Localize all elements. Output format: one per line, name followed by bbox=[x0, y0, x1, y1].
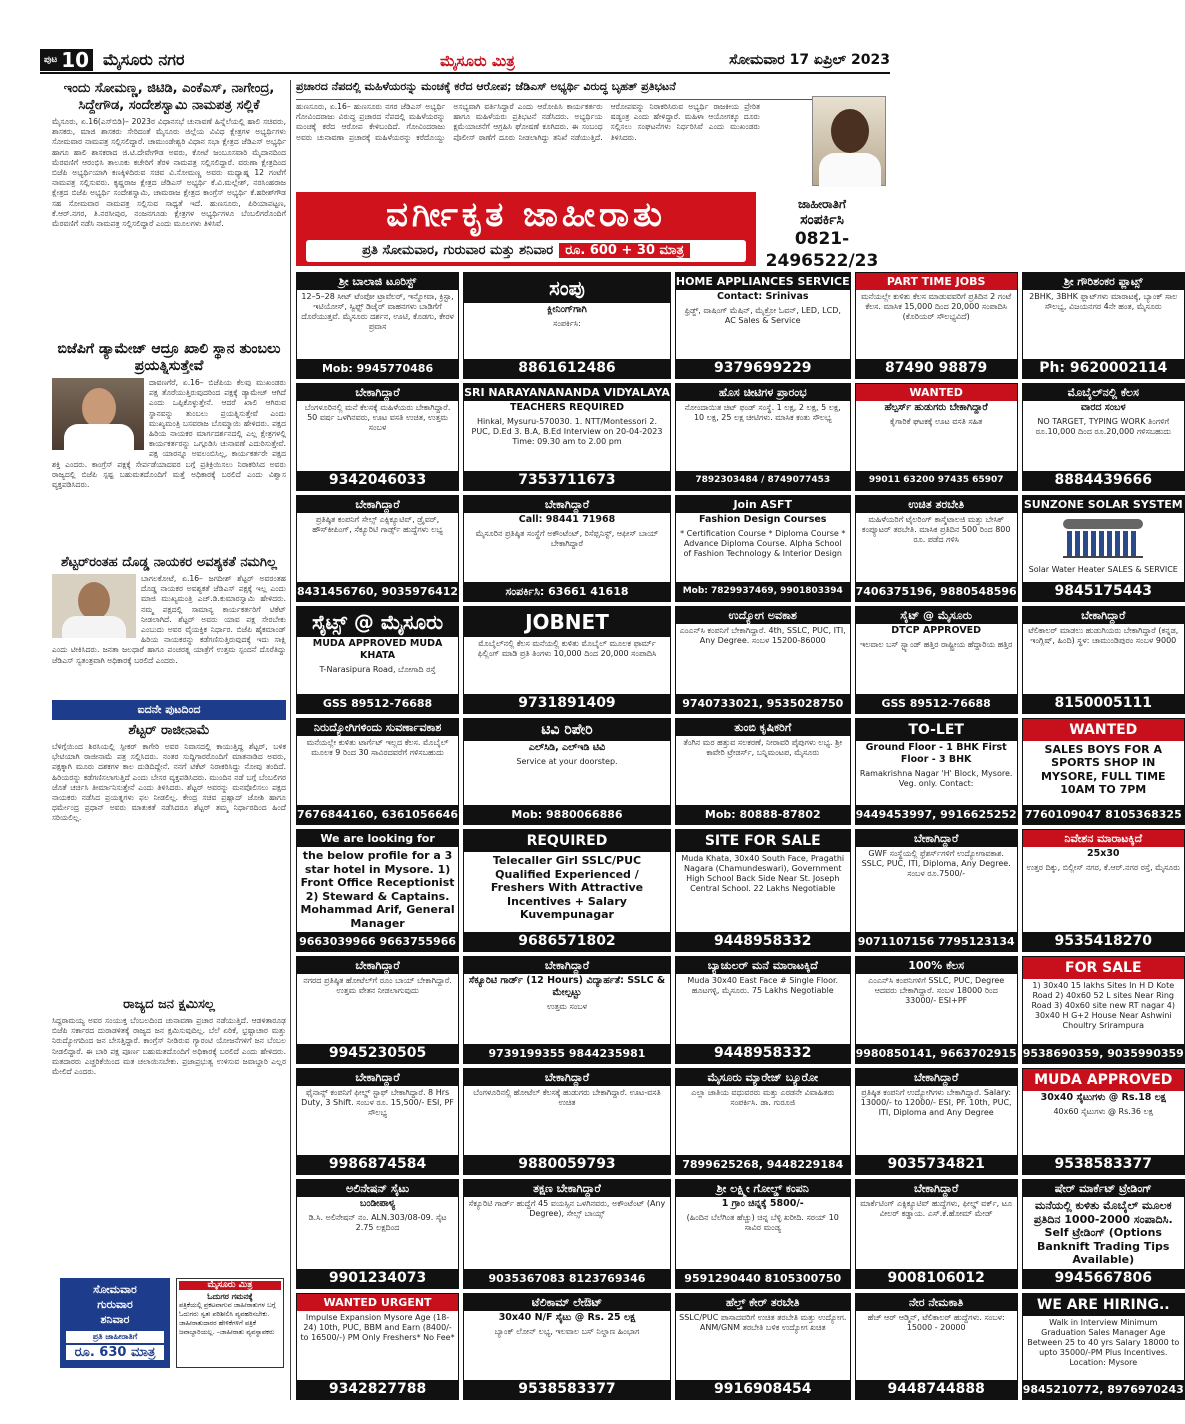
ad-title: WE ARE HIRING.. bbox=[1023, 1294, 1184, 1316]
ad-title: JOBNET bbox=[464, 607, 670, 637]
ad-phone: 9901234073 bbox=[297, 1269, 458, 1288]
promo-day-1: ಸೋಮವಾರ bbox=[93, 1283, 137, 1296]
ad-title: SITE FOR SALE bbox=[676, 830, 850, 852]
classified-ad bbox=[855, 383, 1018, 490]
ad-phone: 9986874584 bbox=[297, 1155, 458, 1174]
ad-phone: 8150005111 bbox=[1023, 694, 1184, 713]
classified-ad bbox=[855, 1179, 1018, 1289]
ad-title: SRI NARAYANANANDA VIDYALAYA bbox=[464, 386, 670, 400]
left-news-column bbox=[52, 80, 286, 1400]
classified-ad bbox=[463, 495, 671, 602]
classified-ad bbox=[675, 829, 851, 952]
ad-phone: 9538583377 bbox=[1023, 1155, 1184, 1174]
ad-title: ಶ್ರೀ ಲಕ್ಷ್ಮೀ ಗೋಲ್ಡ್ ಕಂಪನಿ bbox=[676, 1180, 850, 1197]
classified-ad bbox=[296, 383, 459, 490]
ad-phone: 7406375196, 9880548596 bbox=[856, 582, 1017, 601]
ad-title: WANTED bbox=[1023, 719, 1184, 741]
ad-phone: 7892303484 / 8749077453 bbox=[676, 471, 850, 490]
ad-phone: Mob: 9880066886 bbox=[464, 805, 670, 824]
ad-phone: 9342046033 bbox=[297, 471, 458, 490]
contact-phone: 0821-2496522/23 bbox=[765, 229, 879, 271]
ad-title: MUDA APPROVED bbox=[1023, 1069, 1184, 1091]
ad-subtitle: ಸೆಕ್ಯೂರಿಟಿ ಗಾರ್ಡ್ (12 Hours) ವಿದ್ಯಾರ್ಹತೆ: SSLC & ಮೇಲ್ಪಟ್ಟು bbox=[468, 975, 666, 999]
ad-title: ತುಂಬಿ ಕೃಷಿಕರಿಗೆ bbox=[676, 719, 850, 736]
ad-phone: GSS 89512-76688 bbox=[856, 694, 1017, 713]
ad-phone: GSS 89512-76688 bbox=[297, 694, 458, 713]
headline-people-wont-forgive: ರಾಜ್ಯದ ಜನ ಕ್ಷಮಿಸಲ್ಲ bbox=[123, 997, 215, 1012]
ad-title: PART TIME JOBS bbox=[856, 273, 1017, 290]
ad-title: TO-LET bbox=[856, 719, 1017, 741]
ad-body: ಟೆಲಿಕಾಲರ್ ಮಾಡಲು ಹುಡುಗಿಯರು ಬೇಕಾಗಿದ್ದಾರೆ (ಕನ್ನಡ, ಇಂಗ್ಲಿಷ್, ಹಿಂದಿ) ಸ್ಥಳ: ಚಾಮುಂಡಿಪುರಂ ಸಂಬಳ 9000 bbox=[1028, 626, 1179, 646]
classified-ad bbox=[675, 1293, 851, 1400]
ad-body: Ramakrishna Nagar 'H' Block, Mysore. Veg. only. Contact: bbox=[859, 768, 1013, 788]
ad-body: ನೋಂದಾಯಿತ ಚಿಟ್ ಫಂಡ್ ಸಂಸ್ಥೆ. 1 ಲಕ್ಷ, 2 ಲಕ್ಷ, 5 ಲಕ್ಷ, 10 ಲಕ್ಷ, 25 ಲಕ್ಷ ಚೀಟಿಗಳು. ಮಾಸಿಕ ಕಂತು ಸೌಲಭ್ಯ bbox=[684, 403, 841, 423]
promo-price: ರೂ. 630 ಮಾತ್ರ bbox=[66, 1345, 164, 1360]
ad-phone: 9739199355 9844235981 bbox=[464, 1044, 670, 1063]
ad-body: ಸಂಪರ್ಕಿಸಿ: bbox=[553, 319, 581, 328]
solar-heater-icon bbox=[1023, 513, 1184, 563]
ad-body: SSLC/PUC ಪಾಸಾದವರಿಗೆ ಉಚಿತ ತರಬೇತಿ ಮತ್ತು ಉದ್ಯೋಗ. ANM/GNM ತರಬೇತಿ ಬಳಿಕ ಉದ್ಯೋಗ ಖಚಿತ bbox=[679, 1312, 847, 1332]
ad-title: ಉಚಿತ ತರಬೇತಿ bbox=[856, 496, 1017, 513]
classified-ad bbox=[855, 272, 1018, 379]
ad-phone: 8861612486 bbox=[464, 359, 670, 378]
candidate-photo bbox=[812, 96, 886, 186]
ad-phone: 8431456760, 9035976412 bbox=[297, 582, 458, 601]
ad-phone: 9448744888 bbox=[856, 1380, 1017, 1399]
classified-ad bbox=[855, 1293, 1018, 1400]
notice-text: ಪತ್ರಿಕೆಯಲ್ಲಿ ಪ್ರಕಟವಾಗುವ ಜಾಹೀರಾತುಗಳ ಬಗ್ಗೆ ಓದುಗರು ಸ್ವತಃ ಪರಿಶೀಲಿಸಿ ವ್ಯವಹರಿಸಬೇಕು. ಜಾಹೀರಾತುದಾರರ ಹೇಳಿಕೆಗಳಿಗೆ ಪತ್ರಿಕೆ ಜವಾಬ್ದಾರಿಯಲ್ಲ. –ಜಾಹೀರಾತು ವ್ಯವಸ್ಥಾಪಕರು bbox=[179, 1301, 276, 1336]
ad-title: HOME APPLIANCES SERVICE bbox=[675, 275, 850, 288]
ad-body: ಫೈನಾನ್ಸ್ ಕಂಪನಿಗೆ ಫೀಲ್ಡ್ ಸ್ಟಾಫ್ ಬೇಕಾಗಿದ್ದಾರೆ. 8 Hrs Duty, 3 Shift. ಸಂಬಳ ರೂ. 15,500/- ESI, PF ಸೌಲಭ್ಯ bbox=[301, 1087, 454, 1117]
ad-phone: 9845210772, 8976970243 bbox=[1023, 1380, 1184, 1399]
ad-title: ಸಂಪು bbox=[464, 273, 670, 303]
ad-phone: 9535418270 bbox=[1023, 932, 1184, 951]
classified-ad bbox=[296, 1179, 459, 1289]
ad-phone: 9379699229 bbox=[676, 359, 850, 378]
ad-phone: 9591290440 8105300750 bbox=[676, 1269, 850, 1288]
ad-phone: 9945230505 bbox=[297, 1044, 458, 1063]
ad-phone: 9035367083 8123769346 bbox=[464, 1269, 670, 1288]
classified-ad bbox=[463, 272, 671, 379]
ad-phone: 87490 98879 bbox=[856, 359, 1017, 378]
classified-ad bbox=[463, 606, 671, 713]
ad-subtitle: ಕ್ಲೀನಿಂಗ್‌ಗಾಗಿ bbox=[547, 304, 587, 315]
ad-title: ಬ್ಯಾಚುಲರ್ ಮನೆ ಮಾರಾಟಕ್ಕಿದೆ bbox=[676, 957, 850, 974]
ad-phone: 9980850141, 9663702915 bbox=[856, 1044, 1017, 1063]
classified-ad bbox=[1022, 956, 1185, 1063]
ad-title: ತಕ್ಷಣ ಬೇಕಾಗಿದ್ದಾರೆ bbox=[464, 1180, 670, 1197]
ad-phone: 9845175443 bbox=[1023, 582, 1184, 601]
ad-body: ಪ್ರತಿಷ್ಠಿತ ಕಂಪನಿಗೆ ಸೇಲ್ಸ್ ಎಕ್ಸಿಕ್ಯೂಟಿವ್, ಡ್ರೈವರ್, ಹೌಸ್‌ಕೀಪಿಂಗ್, ಸೆಕ್ಯೂರಿಟಿ ಗಾರ್ಡ್ಸ್ ಹುದ್ದೆಗಳು ಲಭ್ಯ bbox=[312, 514, 443, 534]
ad-title: Join ASFT bbox=[676, 496, 850, 513]
ad-phone: 9740733021, 9535028750 bbox=[676, 694, 850, 713]
ad-phone: 9731891409 bbox=[464, 694, 670, 713]
page-header bbox=[40, 48, 890, 74]
ad-body: ಮೈಸೂರಿನ ಪ್ರತಿಷ್ಠಿತ ಸಂಸ್ಥೆಗೆ ಅಕೌಂಟೆಂಟ್, ರಿಸೆಪ್ಷನಿಸ್ಟ್, ಆಫೀಸ್ ಬಾಯ್ ಬೇಕಾಗಿದ್ದಾರೆ bbox=[475, 528, 659, 548]
classified-ad bbox=[855, 606, 1018, 713]
ad-phone: 9448958332 bbox=[676, 932, 850, 951]
classified-ad bbox=[296, 956, 459, 1063]
ad-body: T-Narasipura Road, ಬೋಗಾದಿ ರಸ್ತೆ bbox=[319, 665, 436, 675]
ad-subtitle: Contact: Srinivas bbox=[716, 291, 809, 302]
ad-body: ಉತ್ತರ ದಿಕ್ಕು, ಬಿಲ್ಲೀಸ್ ನಗರ, ಕೆ.ಆರ್.ನಗರ ರಸ್ತೆ, ಮೈಸೂರು bbox=[1026, 863, 1181, 873]
ad-subtitle: 30x40 N/F ಸೈಟು @ Rs. 25 ಲಕ್ಷ bbox=[498, 1311, 636, 1323]
ad-body: ಎಲ್ಲಾ ಜಾತಿಯ ವಧುವರರು ಮತ್ತು ಎರಡನೇ ವಿವಾಹಿತರು ಸಂಪರ್ಕಿಸಿ. ಡಾ. ಗುರೂಜಿ bbox=[691, 1087, 835, 1107]
classified-ad bbox=[675, 383, 851, 490]
ad-phone: 9008106012 bbox=[856, 1269, 1017, 1288]
politician-photo bbox=[52, 378, 144, 450]
promo-day-3: ಶನಿವಾರ bbox=[100, 1313, 130, 1326]
ad-title: ನಿರುದ್ಯೋಗಿಗಳಿಂದು ಸುವರ್ಣಾವಕಾಶ bbox=[297, 719, 458, 736]
ad-phone: 9035734821 bbox=[856, 1155, 1017, 1174]
classified-ad bbox=[855, 829, 1018, 952]
ad-title: ಬೇಕಾಗಿದ್ದಾರೆ bbox=[464, 957, 670, 974]
ad-phone: 9663039966 9663755966 bbox=[297, 932, 458, 951]
continued-band: ಐದನೇ ಪುಟದಿಂದ bbox=[52, 700, 286, 720]
ad-title: ಬೇಕಾಗಿದ್ದಾರೆ bbox=[856, 830, 1017, 847]
classified-ad bbox=[675, 1068, 851, 1175]
classified-ad bbox=[855, 1068, 1018, 1175]
ad-subtitle: Fashion Design Courses bbox=[699, 513, 827, 525]
classified-ad bbox=[1022, 272, 1185, 379]
classified-ad bbox=[463, 1179, 671, 1289]
ad-phone: 9916908454 bbox=[676, 1380, 850, 1399]
ad-body: ತೆಂಗಿನ ಮರ ಹತ್ತುವ ಸಲಕರಣೆ, ನೀರಾವರಿ ಪೈಪುಗಳು ಲಭ್ಯ. ಶ್ರೀ ಕಾವೇರಿ ಟ್ರೇಡರ್ಸ್, ಬನ್ನಿಮಂಟಪ, ಮೈಸೂರು bbox=[683, 737, 843, 757]
ad-body: ಎಂಎನ್‌ಸಿ ಕಂಪನಿಗಳಿಗೆ SSLC, PUC, Degree ಆದವರು ಬೇಕಾಗಿದ್ದಾರೆ. ಸಂಬಳ 18000 ರಿಂದ 33000/- ESI+PF bbox=[868, 976, 1005, 1006]
classifieds-banner bbox=[296, 192, 756, 266]
ad-title: ಬೇಕಾಗಿದ್ದಾರೆ bbox=[297, 957, 458, 974]
ad-body: ಮನೆಯಲ್ಲಿ ಕುಳಿತು ಮೊಬೈಲ್ ಮೂಲಕ ಪ್ರತಿದಿನ 1000-2000 ಸಂಪಾದಿಸಿ. Self ಟ್ರೇಡಿಂಗ್ (Options Banknift Trading Tips Available) bbox=[1033, 1199, 1173, 1267]
ad-subtitle: TEACHERS REQUIRED bbox=[509, 402, 624, 414]
ad-body: Service at your doorstep. bbox=[516, 756, 618, 766]
ad-phone: 9945667806 bbox=[1023, 1269, 1184, 1288]
ad-body: ಉತ್ತಮ ಸಂಬಳ bbox=[546, 1002, 587, 1012]
masthead: ಮೈಸೂರು ಮಿತ್ರ bbox=[440, 52, 515, 70]
ad-title: ಸೈಟ್ @ ಮೈಸೂರು bbox=[856, 607, 1017, 624]
classified-ads-grid bbox=[296, 272, 1184, 1400]
ad-title: ಬೇಕಾಗಿದ್ದಾರೆ bbox=[297, 496, 458, 513]
ad-body: ಮಾರ್ಕೆಟಿಂಗ್ ಎಕ್ಸಿಕ್ಯೂಟಿವ್ ಹುದ್ದೆಗಳು, ಫೀಲ್ಡ್ ವರ್ಕ್, ಟೂ ವೀಲರ್ ಕಡ್ಡಾಯ. ಎಸ್.ಕೆ.ಹೋಮ್ ಮೇಡ್ bbox=[860, 1199, 1013, 1219]
promo-per-ad: ಪ್ರತಿ ಜಾಹೀರಾತಿಗೆ bbox=[66, 1331, 164, 1343]
ad-phone: Mob: 9945770486 bbox=[297, 359, 458, 378]
ad-title: ಉದ್ಯೋಗ ಅವಕಾಶ bbox=[676, 607, 850, 624]
ad-body: ಫ್ರಿಡ್ಜ್, ವಾಷಿಂಗ್ ಮೆಷಿನ್, ಮೈಕ್ರೋ ಓವನ್, LED, LCD, AC Sales & Service bbox=[684, 306, 841, 325]
ad-body: ಬೆಂಗಳೂರಿನಲ್ಲಿ ಹೋಟೆಲ್ ಕೆಲಸಕ್ಕೆ ಹುಡುಗರು ಬೇಕಾಗಿದ್ದಾರೆ. ಊಟ-ವಸತಿ ಉಚಿತ bbox=[473, 1087, 661, 1107]
ad-subtitle: ಎಲ್‌ಸಿಡಿ, ಎಲ್‌ಇಡಿ ಟಿವಿ bbox=[528, 741, 606, 753]
ad-phone: 9448958332 bbox=[676, 1044, 850, 1063]
ad-subtitle: 30x40 ಸೈಟುಗಳು @ Rs.18 ಲಕ್ಷ bbox=[1040, 1091, 1166, 1103]
contact-line-2: ಸಂಪರ್ಕಿಸಿ bbox=[800, 212, 844, 228]
ad-body: GWF ಸಂಸ್ಥೆಯಲ್ಲಿ ಫ್ರೆಶರ್ಸ್‌ಗಳಿಗೆ ಉದ್ಯೋಗಾವಕಾಶ. SSLC, PUC, ITI, Diploma, Any Degree. ಸಂಬಳ ರೂ.7500/- bbox=[861, 849, 1011, 879]
ad-title: ಹೊಸ ಚೀಟಿಗಳ ಪ್ರಾರಂಭ bbox=[676, 384, 850, 401]
ad-subtitle: MUDA APPROVED MUDA KHATA bbox=[312, 638, 443, 662]
classifieds-title: ವರ್ಗೀಕೃತ ಜಾಹೀರಾತು bbox=[386, 195, 666, 235]
classified-ad bbox=[296, 1068, 459, 1175]
ad-body: ಮಹಿಳೆಯರಿಗೆ ಟೈಲರಿಂಗ್ ಕಾಸ್ಮೆಟಾಲಜಿ ಮತ್ತು ಬೇಸಿಕ್ ಕಂಪ್ಯೂಟರ್ ತರಬೇತಿ. ಮಾಸಿಕ ಪ್ರತಿದಿನ 500 ರಿಂದ 800 ರೂ. ಪಡೆದ ಗಳಿಸಿ bbox=[861, 514, 1011, 544]
ad-title: ನಿವೇಶನ ಮಾರಾಟಕ್ಕಿದೆ bbox=[1023, 830, 1184, 847]
classified-ad bbox=[296, 1293, 459, 1400]
ad-title: ಬೇಕಾಗಿದ್ದಾರೆ bbox=[464, 496, 670, 513]
classifieds-contact bbox=[758, 192, 886, 271]
leader-photo bbox=[52, 574, 136, 638]
ad-body: Hinkal, Mysuru-570030. 1. NTT/Montessori 2. PUC, D.Ed 3. B.A, B.Ed Interview on 20-04-2023 Time: 09.30 am to 2.00 pm bbox=[471, 417, 663, 447]
article-shettar-resignation: ಬೆಳಿಗ್ಗೆಯಿಂದ ಶಿರಸಿಯಲ್ಲಿ ಸ್ಪೀಕರ್ ಕಾಗೇರಿ ಅವರ ನಿವಾಸದಲ್ಲಿ ಕಾಯುತ್ತಿದ್ದ ಶೆಟ್ಟರ್, ಬಳಿಕ ಭೇಟಿಯಾಗಿ ರಾಜೀನಾಮೆ ಪತ್ರ ಸಲ್ಲಿಸಿದರು. ನಂತರ ಸುದ್ದಿಗಾರರೊಂದಿಗೆ ಮಾತನಾಡಿದ ಅವರು, ಪಕ್ಷಕ್ಕಾಗಿ ಮೂರು ದಶಕಗಳ ಕಾಲ ದುಡಿದಿದ್ದೇನೆ. ನನಗೆ ಟಿಕೆಟ್ ನಿರಾಕರಿಸಿದ್ದು ನೋವು ತಂದಿದೆ. ಹಿರಿಯರನ್ನು ಕಡೆಗಣಿಸಲಾಗುತ್ತಿದೆ ಎಂದು ಬೇಸರ ವ್ಯಕ್ತಪಡಿಸಿದರು. ಮುಂದಿನ ನಡೆ ಬಗ್ಗೆ ಬೆಂಬಲಿಗರ ಜೊತೆ ಚರ್ಚಿಸಿ ತೀರ್ಮಾನಿಸುತ್ತೇನೆ ಎಂದು ತಿಳಿಸಿದರು. ಶೆಟ್ಟರ್ ಅವರನ್ನು ಮನವೊಲಿಸಲು ಪಕ್ಷದ ನಾಯಕರು ನಡೆಸಿದ ಪ್ರಯತ್ನಗಳು ಫಲ ನೀಡಲಿಲ್ಲ. ಕೇಂದ್ರ ಸಚಿವ ಪ್ರಹ್ಲಾದ್ ಜೋಶಿ ಹಾಗೂ ಧರ್ಮೇಂದ್ರ ಪ್ರಧಾನ್ ಅವರು ಮಾತುಕತೆ ನಡೆಸಿದರೂ ಶೆಟ್ಟರ್ ತಮ್ಮ ನಿರ್ಧಾರದಿಂದ ಹಿಂದೆ ಸರಿಯಲಿಲ್ಲ. bbox=[52, 742, 286, 823]
classified-ad bbox=[855, 495, 1018, 602]
schedule-text: ಪ್ರತಿ ಸೋಮವಾರ, ಗುರುವಾರ ಮತ್ತು ಶನಿವಾರ bbox=[362, 243, 554, 258]
headline-shettar-resignation: ಶೆಟ್ಟರ್ ರಾಜೀನಾಮೆ bbox=[128, 723, 210, 738]
ad-body: 2BHK, 3BHK ಫ್ಲಾಟ್‌ಗಳು ಮಾರಾಟಕ್ಕೆ, ಬ್ಯಾಂಕ್ ಸಾಲ ಸೌಲಭ್ಯ, ವಿಜಯನಗರ 4ನೇ ಹಂತ, ಮೈಸೂರು bbox=[1029, 292, 1178, 311]
ad-body: ಕೈಗಾರಿಕೆ ಘಟಕಕ್ಕೆ ಊಟ ವಸತಿ ಸಹಿತ bbox=[889, 417, 983, 427]
ad-body: ಹೆಚ್ ಆರ್ ಆಡ್ಮಿನ್, ಟೆಲಿಕಾಲರ್ ಹುದ್ದೆಗಳು. ಸಂಬಳ: 15000 - 20000 bbox=[867, 1312, 1005, 1332]
ad-phone: Mob: 80888-87802 bbox=[676, 805, 850, 824]
ad-body: ಮನೆಯಲ್ಲೇ ಕುಳಿತು ಕೆಲಸ ಮಾಡುವವರಿಗೆ ಪ್ರತಿದಿನ 2 ಗಂಟೆ ಕೆಲಸ. ಮಾಸಿಕ 15,000 ದಿಂದ 20,000 ಸಂಪಾದಿಸಿ (ಕೊರಿಯರ್ ಸೌಲಭ್ಯವಿದೆ) bbox=[861, 292, 1012, 321]
ad-phone: 9538583377 bbox=[464, 1380, 670, 1399]
ad-title: ಬೇಕಾಗಿದ್ದಾರೆ bbox=[297, 1069, 458, 1086]
classified-ad bbox=[1022, 495, 1185, 602]
classified-ad bbox=[463, 383, 671, 490]
ad-title: ಬೇಕಾಗಿದ್ದಾರೆ bbox=[856, 1180, 1017, 1197]
ad-phone: ಸಂಪರ್ಕಿಸಿ: 63661 41618 bbox=[464, 582, 670, 601]
ad-body: (ಹಿಂದಿನ ಬೆಲೆಗಿಂತ ಹೆಚ್ಚು) ಚಿನ್ನ ಬೆಳ್ಳಿ ಖರೀದಿ. ಸರಯ್ 10 ಸಾವಿರ ಮಂಡ್ಯ bbox=[686, 1213, 839, 1233]
ad-title: ಮೊಬೈಲ್‌ನಲ್ಲಿ ಕೆಲಸ bbox=[1023, 384, 1184, 401]
page-number-box bbox=[40, 49, 93, 71]
article-protest: ಹುಣಸೂರು, ಏ.16– ಹುಣಸೂರು ನಗರ ಜೆಡಿಎಸ್ ಅಭ್ಯರ್ಥಿ ಗೋವಿಂದರಾಜು ವಿರುದ್ಧ ಪ್ರಚಾರದ ನೆಪದಲ್ಲಿ ಮಹಿಳೆಯರನ್ನು ಮಂಚಕ್ಕೆ ಕರೆದ ಆರೋಪ ಕೇಳಿಬಂದಿದೆ. ಗೋವಿಂದರಾಜು ಅವರು ಚುನಾವಣಾ ಪ್ರಚಾರಕ್ಕೆ ಮಹಿಳೆಯರನ್ನು ಕರೆದೊಯ್ದು ಅಸಭ್ಯವಾಗಿ ವರ್ತಿಸಿದ್ದಾರೆ ಎಂದು ಆರೋಪಿಸಿ ಕಾರ್ಯಕರ್ತರು ಹಾಗೂ ಮಹಿಳೆಯರು ಪ್ರತಿಭಟನೆ ನಡೆಸಿದರು. ಅಭ್ಯರ್ಥಿಯ ಕ್ಷಮೆಯಾಚನೆಗೆ ಆಗ್ರಹಿಸಿ ಘೋಷಣೆ ಕೂಗಿದರು. ಈ ಸಂಬಂಧ ಪೊಲೀಸ್ ಠಾಣೆಗೆ ದೂರು ನೀಡಲಾಗಿದ್ದು ತನಿಖೆ ನಡೆಯುತ್ತಿದೆ. ಆರೋಪವನ್ನು ನಿರಾಕರಿಸಿರುವ ಅಭ್ಯರ್ಥಿ ರಾಜಕೀಯ ಪ್ರೇರಿತ ಷಡ್ಯಂತ್ರ ಎಂದು ಹೇಳಿದ್ದಾರೆ. ಮಹಿಳಾ ಆಯೋಗಕ್ಕೂ ದೂರು ಸಲ್ಲಿಸಲು ಸಂಘಟನೆಗಳು ನಿರ್ಧರಿಸಿವೆ ಎಂದು ಮುಖಂಡರು ತಿಳಿಸಿದರು. bbox=[296, 102, 760, 142]
headline-shettar-leader: ಶೆಟ್ಟರ್‌ರಂತಹ ದೊಡ್ಡ ನಾಯಕರ ಅವಶ್ಯಕತೆ ನಮಗಿಲ್ಲ bbox=[61, 555, 277, 570]
contact-line-1: ಜಾಹೀರಾತಿಗೆ bbox=[798, 197, 846, 211]
ad-title: ಷೇರ್ ಮಾರ್ಕೆಟ್ ಟ್ರೇಡಿಂಗ್ bbox=[1023, 1180, 1184, 1197]
ad-title: ಬೇಕಾಗಿದ್ದಾರೆ bbox=[1023, 607, 1184, 624]
ad-phone: 9880059793 bbox=[464, 1155, 670, 1174]
ad-title: ಶ್ರೀ ಗೌರಿಶಂಕರ ಫ್ಲಾಟ್ಸ್ bbox=[1023, 273, 1184, 290]
ad-title: ಶ್ರೀ ಬಾಲಾಜಿ ಟೂರಿಸ್ಟ್ bbox=[297, 273, 458, 290]
page-date: ಸೋಮವಾರ 17 ಏಪ್ರಿಲ್ 2023 bbox=[729, 52, 890, 68]
ad-phone: 7353711673 bbox=[464, 471, 670, 490]
ad-body: Solar Water Heater SALES & SERVICE bbox=[1028, 564, 1178, 574]
ad-title: ಮೈಸೂರು ಮ್ಯಾರೇಜ್ ಬ್ಯೂರೋ bbox=[676, 1069, 850, 1086]
ad-title: ಹೆಲ್ತ್ ಕೇರ್ ತರಬೇತಿ bbox=[676, 1294, 850, 1311]
classified-ad bbox=[296, 272, 459, 379]
classified-ad bbox=[1022, 1068, 1185, 1175]
classified-ad bbox=[1022, 606, 1185, 713]
ad-phone: 7760109047 8105368325 bbox=[1023, 805, 1184, 824]
ad-phone: 99011 63200 97435 65907 bbox=[856, 471, 1017, 490]
ad-title: FOR SALE bbox=[1023, 957, 1184, 979]
ad-subtitle: 1 ಗ್ರಾಂ ಚಿನ್ನಕ್ಕೆ 5800/- bbox=[721, 1198, 804, 1210]
ad-subtitle: DTCP APPROVED bbox=[891, 625, 982, 637]
ad-body: ಇಲವಾಲ ಬಸ್ ಸ್ಟ್ಯಾಂಡ್ ಹತ್ತಿರ ರಾಷ್ಟ್ರೀಯ ಹೆದ್ದಾರಿಯ ಹತ್ತಿರ bbox=[860, 640, 1013, 650]
ad-body: * Certification Course * Diploma Course * Advance Diploma Course. Alpha School of Fashion Technology & Interior Design bbox=[680, 528, 846, 558]
ad-title: WANTED bbox=[856, 384, 1017, 401]
ad-title: REQUIRED bbox=[464, 830, 670, 852]
ad-body: ಬ್ಯಾಂಕ್ ಲೋನ್ ಲಭ್ಯ, ಇಲವಾಲ ಬಸ್ ನಿಲ್ದಾಣ ಹಿಂಭಾಗ bbox=[494, 1326, 640, 1336]
classified-ad bbox=[1022, 383, 1185, 490]
page-label: ಪುಟ bbox=[44, 55, 58, 65]
ad-subtitle: ಹೆಲ್ಪರ್ಸ್ ಹುಡುಗರು ಬೇಕಾಗಿದ್ದಾರೆ bbox=[884, 402, 988, 414]
section-title: ಮೈಸೂರು ನಗರ bbox=[103, 50, 185, 69]
ad-body: ಮನೆಯಲ್ಲೇ ಕುಳಿತು ಟಾರ್ಗೆಟ್ ಇಲ್ಲದ ಕೆಲಸ. ಮೊಬೈಲ್ ಮೂಲಕ 9 ರಿಂದ 30 ಸಾವಿರದವರೆಗೆ ಗಳಿಸಬಹುದು bbox=[306, 737, 449, 757]
classified-ad bbox=[1022, 718, 1185, 825]
readers-notice bbox=[176, 1278, 284, 1368]
classified-ad bbox=[296, 606, 459, 713]
ad-title: ನೇರ ನೇಮಕಾತಿ bbox=[856, 1294, 1017, 1311]
classified-ad bbox=[463, 829, 671, 952]
ad-body: ಮೊಬೈಲ್‌ನಲ್ಲಿ ಕೆಲಸ ಮನೆಯಲ್ಲಿ ಕುಳಿತು ಮೊಬೈಲ್ ಮೂಲಕ ಫಾರ್ಮ್ ಫಿಲ್ಲಿಂಗ್ ಮಾಡಿ ಪ್ರತಿ ತಿಂಗಳು 10,000 ದಿಂದ 20,000 ಸಂಪಾದಿಸಿ bbox=[477, 639, 657, 659]
ad-title: WANTED URGENT bbox=[297, 1294, 458, 1311]
ad-body: Walk in Interview Minimum Graduation Sales Manager Age Between 25 to 40 yrs Salary 18000 to upto 35000/-PM Plus Incentives. Location: Mysore bbox=[1027, 1317, 1180, 1367]
notice-title: ಮೈಸೂರು ಮಿತ್ರ bbox=[179, 1281, 281, 1290]
ad-title: ಬೇಕಾಗಿದ್ದಾರೆ bbox=[464, 1069, 670, 1086]
ad-title: ಬೇಕಾಗಿದ್ದಾರೆ bbox=[297, 384, 458, 401]
classified-ad bbox=[675, 606, 851, 713]
classified-ad bbox=[1022, 1179, 1185, 1289]
classified-ad bbox=[675, 1179, 851, 1289]
promo-day-2: ಗುರುವಾರ bbox=[97, 1298, 133, 1311]
column-rule bbox=[290, 80, 291, 1400]
ad-body: SALES BOYS FOR A SPORTS SHOP IN MYSORE, FULL TIME 10AM TO 7PM bbox=[1041, 742, 1166, 797]
classified-ad bbox=[296, 718, 459, 825]
ad-body: 40x60 ಸೈಟುಗಳು @ Rs.36 ಲಕ್ಷ bbox=[1053, 1106, 1154, 1116]
classified-ad bbox=[675, 718, 851, 825]
ad-body: 12–5–28 ಸೀಟ್ ಟೆಂಪೋ ಟ್ರಾವೆಲರ್, ಇನ್ನೋವಾ, ಕ್ರಿಸ್ಟಾ, ಇಟಿಯೋಸ್, ಸ್ವಿಫ್ಟ್ ಡಿಜೈರ್ ವಾಹನಗಳು ಬಾಡಿಗೆಗೆ ದೊರೆಯುತ್ತವೆ. ಮೈಸೂರು ದರ್ಶನ, ಊಟಿ, ಕೊಡಗು, ಕೇರಳ ಪ್ರವಾಸ bbox=[301, 292, 454, 331]
classified-ad bbox=[675, 272, 851, 379]
classified-ad bbox=[855, 956, 1018, 1063]
ad-subtitle: Ground Floor - 1 BHK First Floor - 3 BHK bbox=[865, 741, 1007, 765]
ad-phone: 8884439666 bbox=[1023, 471, 1184, 490]
ad-body: Muda 30x40 East Face # Single Floor. ಹೂಟಗಳ್ಳಿ, ಮೈಸೂರು. 75 Lakhs Negotiable bbox=[687, 976, 839, 996]
ad-title: ಟಿವಿ ರಿಪೇರಿ bbox=[464, 719, 670, 741]
ad-phone: Mob: 7829937469, 9901803394 bbox=[676, 582, 850, 601]
classified-ad bbox=[296, 495, 459, 602]
ad-body: ಡಿ.ಸಿ. ಅಲಿನೇಷನ್ ನಂ. ALN.303/08-09. ಸೈಟ 2.75 ಲಕ್ಷದಿಂದ bbox=[308, 1213, 447, 1233]
ad-body: ಸೆಕ್ಯೂರಿಟಿ ಗಾರ್ಡ್ ಹುದ್ದೆಗೆ 45 ವಯಸ್ಸಿನ ಒಳಗಿನವರು, ಅಕೌಂಟೆಂಟ್ (Any Degree), ಸೇಲ್ಸ್ ಬಾಯ್ಸ್ bbox=[468, 1199, 666, 1219]
classified-ad bbox=[296, 829, 459, 952]
ad-rates-promo bbox=[60, 1278, 170, 1368]
article-bjp-damage: ದಾವಣಗೆರೆ, ಏ.16– ಬಿಜೆಪಿಯ ಕೆಲವು ಮುಖಂಡರು ಪಕ್ಷ ತೊರೆಯುತ್ತಿರುವುದರಿಂದ ಪಕ್ಷಕ್ಕೆ ಡ್ಯಾಮೇಜ್ ಆಗಿದೆ ಎಂದು ಒಪ್ಪಿಕೊಳ್ಳುತ್ತೇನೆ. ಆದರೆ ಖಾಲಿ ಆಗಿರುವ ಸ್ಥಾನವನ್ನು ತುಂಬಲು ಪ್ರಯತ್ನಿಸುತ್ತೇವೆ ಎಂದು ಮುಖ್ಯಮಂತ್ರಿ ಬಸವರಾಜ ಬೊಮ್ಮಾಯಿ ಹೇಳಿದರು. ಪಕ್ಷದ ಹಿರಿಯ ನಾಯಕರ ಮಾರ್ಗದರ್ಶನದಲ್ಲಿ ಎಲ್ಲ ಕ್ಷೇತ್ರಗಳಲ್ಲಿ ಕಾರ್ಯಕರ್ತರನ್ನು ಒಗ್ಗೂಡಿಸಿ ಚುನಾವಣೆ ಎದುರಿಸುತ್ತೇವೆ. ಪಕ್ಷ ಯಾರನ್ನೂ ಅವಲಂಬಿಸಿಲ್ಲ, ಕಾರ್ಯಕರ್ತರೇ ಪಕ್ಷದ ಶಕ್ತಿ ಎಂದರು. ಕಾಂಗ್ರೆಸ್ ಪಕ್ಷಕ್ಕೆ ಸೇರ್ಪಡೆಯಾದವರ ಬಗ್ಗೆ ಪ್ರತಿಕ್ರಿಯಿಸಲು ನಿರಾಕರಿಸಿದ ಅವರು ರಾಜ್ಯದಲ್ಲಿ ಬಿಜೆಪಿ ಸ್ಪಷ್ಟ ಬಹುಮತದೊಂದಿಗೆ ಮತ್ತೆ ಅಧಿಕಾರಕ್ಕೆ ಬರಲಿದೆ ಎಂದು ವಿಶ್ವಾಸ ವ್ಯಕ್ತಪಡಿಸಿದರು. bbox=[52, 378, 286, 490]
ad-phone: 9071107156 7795123134 bbox=[856, 932, 1017, 951]
classified-ad bbox=[1022, 829, 1185, 952]
classified-ad bbox=[463, 1068, 671, 1175]
article-people-wont-forgive: ಸಿದ್ದರಾಮಯ್ಯ ಅವರ ಸಂಯುಕ್ತ ಬೆಂಬಲದಿಂದ ಚುನಾವಣಾ ಪ್ರಚಾರ ನಡೆಯುತ್ತಿದೆ. ಆಡಳಿತಾರೂಢ ಬಿಜೆಪಿ ಸರ್ಕಾರದ ದುರಾಡಳಿತಕ್ಕೆ ರಾಜ್ಯದ ಜನ ಕ್ಷಮಿಸುವುದಿಲ್ಲ. ಬೆಲೆ ಏರಿಕೆ, ಭ್ರಷ್ಟಾಚಾರ ಮತ್ತು ನಿರುದ್ಯೋಗದಿಂದ ಜನ ಬೇಸತ್ತಿದ್ದಾರೆ. ಕಾಂಗ್ರೆಸ್ ನೀಡಿರುವ ಗ್ಯಾರಂಟಿ ಯೋಜನೆಗಳಿಗೆ ಜನ ಬೆಂಬಲ ನೀಡಲಿದ್ದಾರೆ. ಈ ಬಾರಿ ಪಕ್ಷ ಪೂರ್ಣ ಬಹುಮತದೊಂದಿಗೆ ಅಧಿಕಾರಕ್ಕೆ ಬರಲಿದೆ ಎಂದು ಹೇಳಿದರು. ಮತದಾರರು ಎಚ್ಚರಿಕೆಯಿಂದ ಮತ ಚಲಾಯಿಸಬೇಕು. ಪ್ರಜಾಪ್ರಭುತ್ವ ಉಳಿಸುವ ಜವಾಬ್ದಾರಿ ಎಲ್ಲರ ಮೇಲಿದೆ ಎಂದರು. bbox=[52, 1016, 286, 1077]
article-shettar-leader: ಬಾಗಲಕೋಟೆ, ಏ.16– ಜಗದೀಶ್ ಶೆಟ್ಟರ್ ಅವರಂತಹ ದೊಡ್ಡ ನಾಯಕರ ಅವಶ್ಯಕತೆ ಜೆಡಿಎಸ್ ಪಕ್ಷಕ್ಕೆ ಇಲ್ಲ ಎಂದು ಮಾಜಿ ಮುಖ್ಯಮಂತ್ರಿ ಎಚ್.ಡಿ.ಕುಮಾರಸ್ವಾಮಿ ಹೇಳಿದರು. ನಮ್ಮ ಪಕ್ಷದಲ್ಲಿ ಸಾಮಾನ್ಯ ಕಾರ್ಯಕರ್ತರಿಗೆ ಟಿಕೆಟ್ ನೀಡಲಾಗಿದೆ. ಶೆಟ್ಟರ್ ಅವರು ಯಾವ ಪಕ್ಷ ಸೇರಬೇಕು ಎಂಬುದು ಅವರ ವೈಯಕ್ತಿಕ ನಿರ್ಧಾರ. ಬಿಜೆಪಿ ಹೈಕಮಾಂಡ್ ಹಿರಿಯ ನಾಯಕರನ್ನು ಕಡೆಗಣಿಸುತ್ತಿರುವುದಕ್ಕೆ ಇದು ಸಾಕ್ಷಿ ಎಂದು ಟೀಕಿಸಿದರು. ಜನತಾ ಜಲಧಾರೆ ಹಾಗೂ ಪಂಚರತ್ನ ಯಾತ್ರೆಗೆ ಉತ್ತಮ ಸ್ಪಂದನೆ ದೊರೆತಿದ್ದು ಜೆಡಿಎಸ್ ಸ್ವತಂತ್ರವಾಗಿ ಅಧಿಕಾರಕ್ಕೆ ಬರಲಿದೆ ಎಂದರು. bbox=[52, 574, 286, 665]
ad-phone: Ph: 9620002114 bbox=[1023, 359, 1184, 378]
page-number: 10 bbox=[61, 48, 90, 72]
ad-phone: 9449453997, 9916625252 bbox=[856, 805, 1017, 824]
ad-body: ಎಂಎನ್‌ಸಿ ಕಂಪನಿಗೆ ಬೇಕಾಗಿದ್ದಾರೆ. 4th, SSLC, PUC, ITI, Any Degree. ಸಂಬಳ 15200-86000 bbox=[679, 626, 846, 646]
ad-subtitle: ವಾರದ ಸಂಬಳ bbox=[1080, 402, 1126, 414]
classified-ad bbox=[463, 1293, 671, 1400]
ad-title: We are looking for bbox=[297, 830, 458, 847]
ad-body: 1) 30x40 15 lakhs Sites In H D Kote Road 2) 40x60 52 L sites Near Ring Road 3) 40x60 site new RT nagar 4) 30x40 H G+2 House Near Ashwini Choultry Srirampura bbox=[1031, 981, 1175, 1031]
ad-body: ಬೆಂಗಳೂರಿನಲ್ಲಿ ಮನೆ ಕೆಲಸಕ್ಕೆ ಮಹಿಳೆಯರು ಬೇಕಾಗಿದ್ದಾರೆ. 50 ವರ್ಷ ಒಳಗಿನವರು, ಊಟ ವಸತಿ ಉಚಿತ, ಉತ್ತಮ ಸಂಬಳ bbox=[304, 403, 451, 433]
ad-body: Impulse Expansion Mysore Age (18-24) 10th, PUC, BBM and Earn (8400/- to 16500/-) PM Only Freshers* No Fee* bbox=[300, 1312, 455, 1342]
ad-title: ಬೇಕಾಗಿದ್ದಾರೆ bbox=[856, 1069, 1017, 1086]
classified-ad bbox=[675, 495, 851, 602]
ad-body: the below profile for a 3 star hotel in Mysore. 1) Front Office Receptionist 2) Steward & Captains. Mohammad Arif, General Manager bbox=[300, 849, 455, 930]
classified-ad bbox=[675, 956, 851, 1063]
ad-body: ನಗರದ ಪ್ರತಿಷ್ಠಿತ ಹೋಟೆಲ್‌ಗೆ ರೂಂ ಬಾಯ್ ಬೇಕಾಗಿದ್ದಾರೆ. ಉತ್ತಮ ವೇತನ ನೀಡಲಾಗುವುದು bbox=[303, 976, 452, 996]
ad-phone: 9342827788 bbox=[297, 1380, 458, 1399]
ad-subtitle: Call: 98441 71968 bbox=[518, 513, 616, 525]
classified-ad bbox=[855, 718, 1018, 825]
ad-title: ಟೆಲಿಕಾಮ್ ಲೇಔಟ್ bbox=[464, 1294, 670, 1311]
ad-phone: 7899625268, 9448229184 bbox=[676, 1155, 850, 1174]
ad-phone: 7676844160, 6361056646 bbox=[297, 805, 458, 824]
ad-subtitle: 25x30 bbox=[1086, 848, 1120, 860]
ad-title: 100% ಕೆಲಸ bbox=[856, 957, 1017, 974]
article-nominations: ಮೈಸೂರು, ಏ.16(ಎಸ್‍ಬಿಡಿ)– 2023ರ ವಿಧಾನಸಭೆ ಚುನಾವಣೆ ಹಿನ್ನೆಲೆಯಲ್ಲಿ ಹಾಲಿ ಸಚಿವರು, ಶಾಸಕರು, ಮಾಜಿ ಶಾಸಕರು ಸೇರಿದಂತೆ ಮೈಸೂರು ಜಿಲ್ಲೆಯ ವಿವಿಧ ಕ್ಷೇತ್ರಗಳ ಅಭ್ಯರ್ಥಿಗಳು ಸೋಮವಾರ ನಾಮಪತ್ರ ಸಲ್ಲಿಸಲಿದ್ದಾರೆ. ಚಾಮುಂಡೇಶ್ವರಿ ವಿಧಾನ ಸಭಾ ಕ್ಷೇತ್ರದ ಜೆಡಿಎಸ್ ಅಭ್ಯರ್ಥಿ ಹಾಗೂ ಹಾಲಿ ಶಾಸಕರಾದ ಜಿ.ಟಿ.ದೇವೇಗೌಡ ಅವರು, ಕೋಟೆ ಜಂಬೂಸವಾರಿ ಮೈದಾನದಿಂದ ಮೆರವಣಿಗೆ ಆರಂಭಿಸಿ ತಾಲೂಕು ಕಚೇರಿಗೆ ತೆರಳಿ ನಾಮಪತ್ರ ಸಲ್ಲಿಸಲಿದ್ದಾರೆ. ವರುಣಾ ಕ್ಷೇತ್ರದಿಂದ ಬಿಜೆಪಿ ಅಭ್ಯರ್ಥಿಯಾಗಿ ಕಣಕ್ಕಿಳಿದಿರುವ ಸಚಿವ ವಿ.ಸೋಮಣ್ಣ ಅವರು ಮಧ್ಯಾಹ್ನ 12 ಗಂಟೆಗೆ ನಾಮಪತ್ರ ಸಲ್ಲಿಸುವರು. ಕೃಷ್ಣರಾಜ ಕ್ಷೇತ್ರದ ಜೆಡಿಎಸ್ ಅಭ್ಯರ್ಥಿ ಕೆ.ವಿ.ಮಲ್ಲೇಶ್, ನರಸಿಂಹರಾಜ ಕ್ಷೇತ್ರದ ಬಿಜೆಪಿ ಅಭ್ಯರ್ಥಿ ಸಂದೇಶಸ್ವಾಮಿ, ಚಾಮರಾಜ ಕ್ಷೇತ್ರದ ಕಾಂಗ್ರೆಸ್ ಅಭ್ಯರ್ಥಿ ಕೆ.ಹರೀಶ್‍ಗೌಡ ಸಹ ಸೋಮವಾರ ನಾಮಪತ್ರ ಸಲ್ಲಿಸುವ ಸಾಧ್ಯತೆ ಇದೆ. ಹುಣಸೂರು, ಪಿರಿಯಾಪಟ್ಟಣ, ಕೆ.ಆರ್.ನಗರ, ತಿ.ನರಸೀಪುರ, ನಂಜನಗೂಡು ಕ್ಷೇತ್ರಗಳ ಅಭ್ಯರ್ಥಿಗಳೂ ಬೆಂಬಲಿಗರೊಂದಿಗೆ ಮೆರವಣಿಗೆ ನಡೆಸಿ ನಾಮಪತ್ರ ಸಲ್ಲಿಸಲಿದ್ದಾರೆ ಎಂದು ಮೂಲಗಳು ತಿಳಿಸಿವೆ. bbox=[52, 117, 286, 229]
ad-body: NO TARGET, TYPING WORK ತಿಂಗಳಿಗೆ ರೂ.10,000 ದಿಂದ ರೂ.20,000 ಗಳಿಸಬಹುದು bbox=[1035, 417, 1171, 437]
ad-title: ಸೈಟ್ಸ್ @ ಮೈಸೂರು bbox=[297, 607, 458, 637]
ad-body: ಪ್ರತಿಷ್ಠಿತ ಕಂಪನಿಗೆ ಉದ್ಯೋಗಿಗಳು ಬೇಕಾಗಿದ್ದಾರೆ. Salary: 13000/- to 12000/- ESI, PF. 10th, PUC, ITI, Diploma and Any Degree bbox=[860, 1087, 1012, 1117]
schedule-price: ರೂ. 600 + 30 ಮಾತ್ರ bbox=[559, 243, 690, 258]
ad-body: Telecaller Girl SSLC/PUC Qualified Experienced / Freshers With Attractive Incentives + Salary Kuvempunagar bbox=[490, 854, 644, 922]
ad-phone: 9538690359, 9035990359 bbox=[1023, 1044, 1184, 1063]
headline-nominations: ಇಂದು ಸೋಮಣ್ಣ, ಜಿಟಿಡಿ, ಎಂಕೆಎಸ್, ನಾಗೇಂದ್ರ, ಸಿದ್ದೇಗೌಡ, ಸಂದೇಶಸ್ವಾಮಿ ನಾಮಪತ್ರ ಸಲ್ಲಿಕೆ bbox=[63, 81, 275, 113]
ad-title: SUNZONE SOLAR SYSTEM bbox=[1023, 497, 1183, 511]
classified-ad bbox=[1022, 1293, 1185, 1400]
ad-title: ಅಲಿನೇಷನ್ ಸೈಟು bbox=[297, 1180, 458, 1197]
classified-ad bbox=[463, 956, 671, 1063]
classifieds-schedule bbox=[306, 240, 746, 262]
headline-protest: ಪ್ರಚಾರದ ನೆಪದಲ್ಲಿ ಮಹಿಳೆಯರನ್ನು ಮಂಚಕ್ಕೆ ಕರೆದ ಆರೋಪ; ಜೆಡಿಎಸ್ ಅಭ್ಯರ್ಥಿ ವಿರುದ್ಧ ಬೃಹತ್ ಪ್ರತಿಭಟನೆ bbox=[296, 80, 886, 100]
notice-subtitle: ಓದುಗರ ಗಮನಕ್ಕೆ bbox=[207, 1292, 253, 1301]
ad-phone: 9686571802 bbox=[464, 932, 670, 951]
classified-ad bbox=[463, 718, 671, 825]
headline-bjp-damage: ಬಿಜೆಪಿಗೆ ಡ್ಯಾಮೇಜ್ ಆದ್ರೂ ಖಾಲಿ ಸ್ಥಾನ ತುಂಬಲು ಪ್ರಯತ್ನಿಸುತ್ತೇವೆ bbox=[57, 341, 281, 374]
ad-subtitle: ಬಂಡೀಪಾಳ್ಯ bbox=[359, 1198, 396, 1210]
ad-body: Muda Khata, 30x40 South Face, Pragathi Nagara (Chamundeswari), Government High School Back Side Near St. Joseph Central School. 22 Lakhs Negotiable bbox=[681, 854, 845, 894]
